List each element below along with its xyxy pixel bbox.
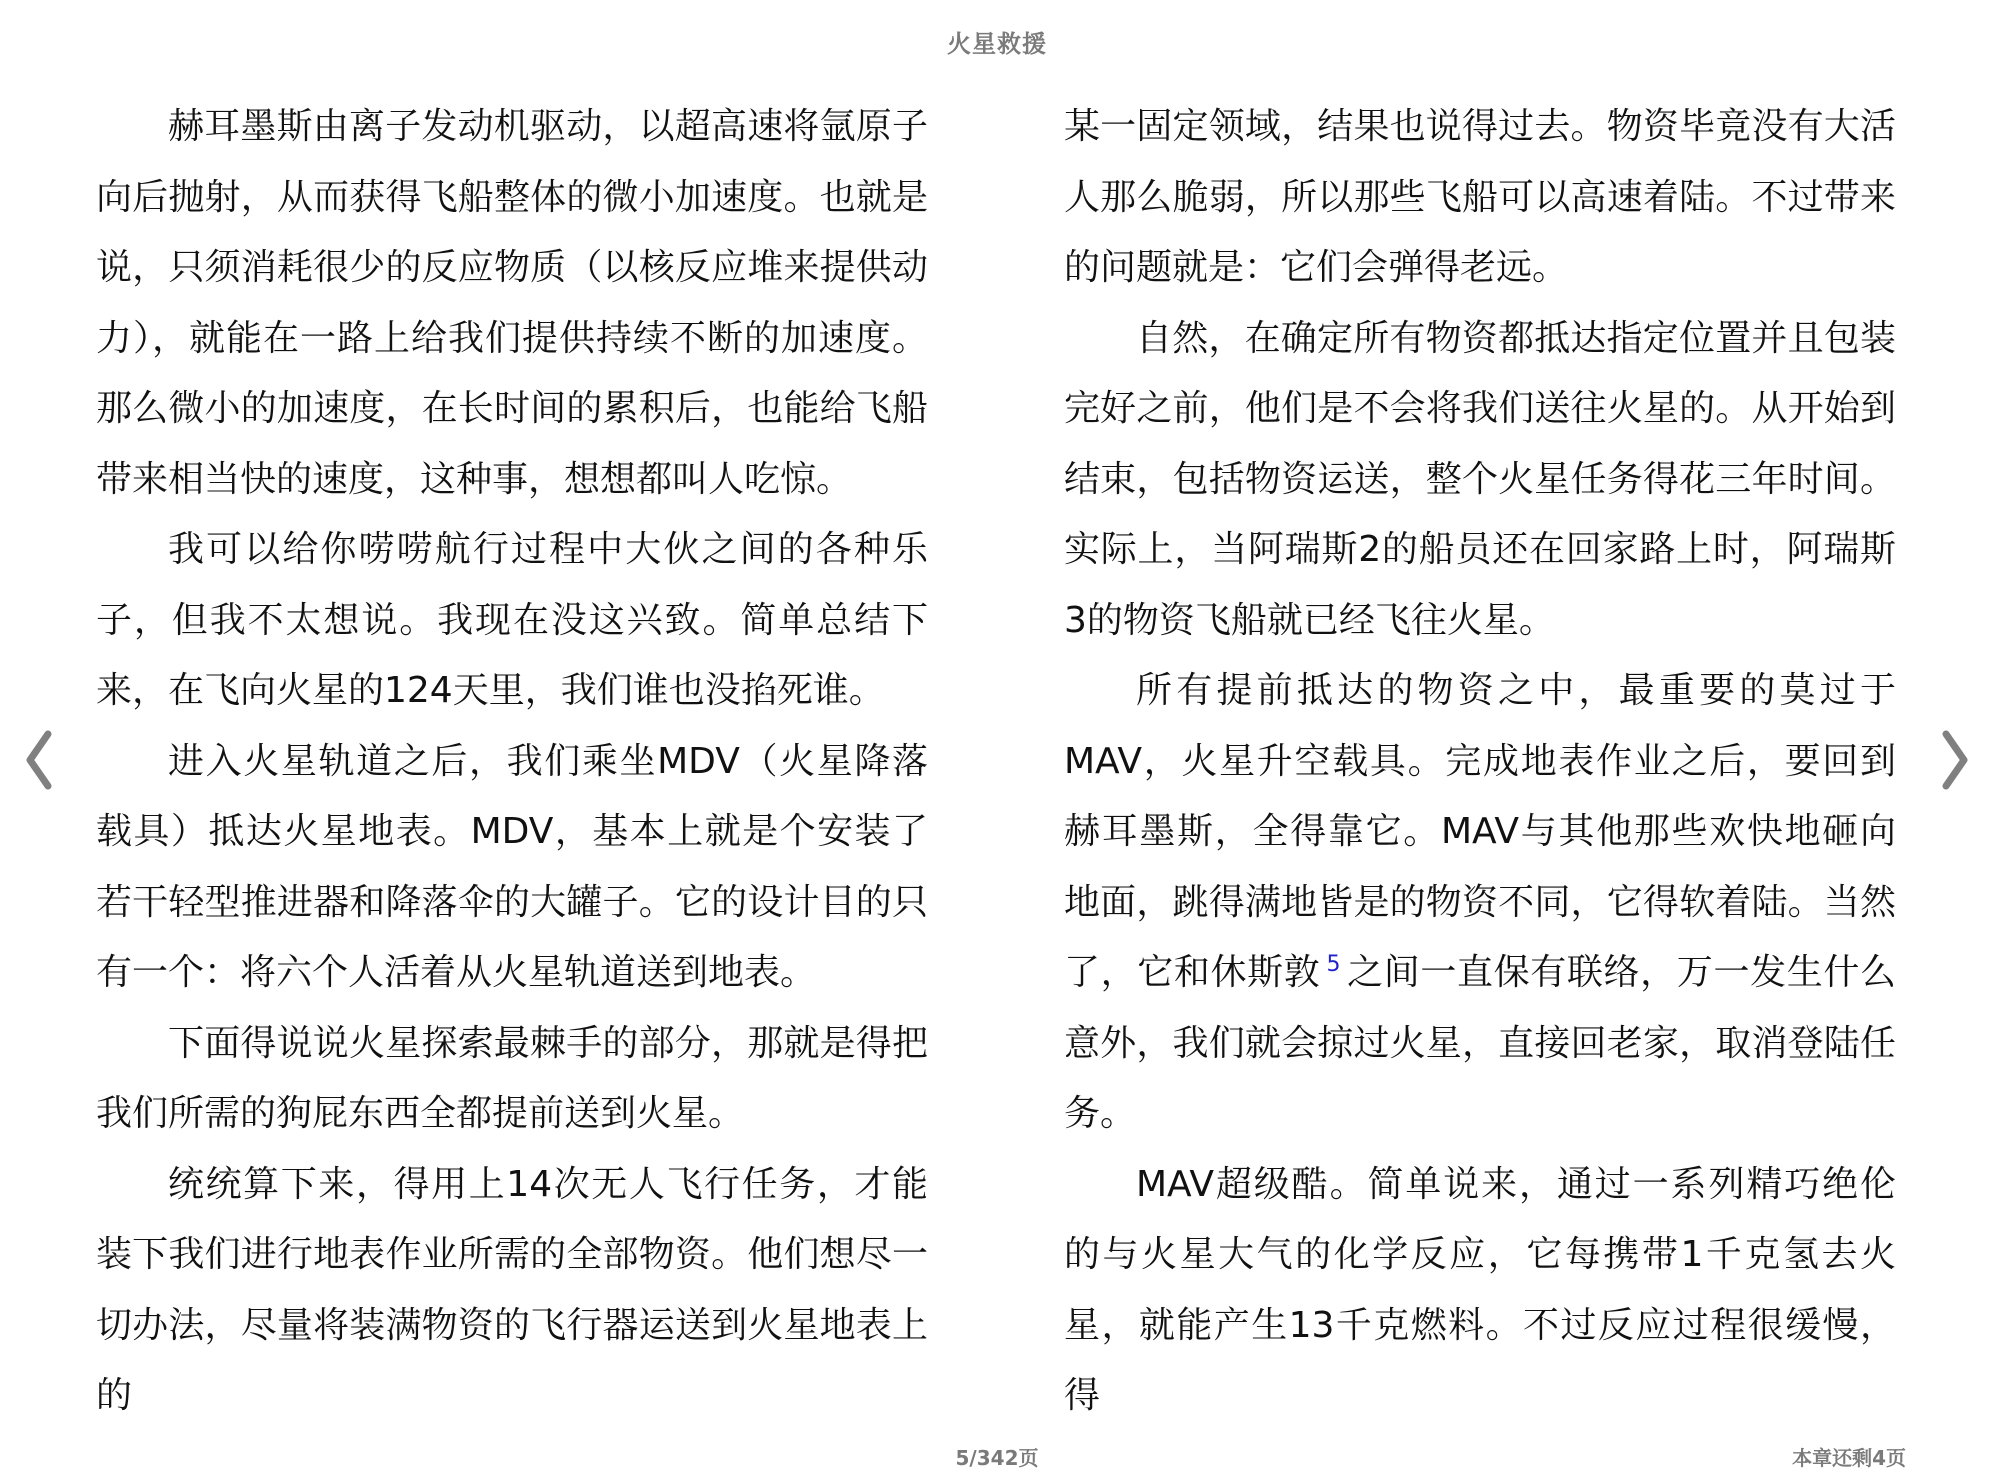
page-indicator: 5/342页 bbox=[955, 1446, 1039, 1470]
paragraph: 进入火星轨道之后，我们乘坐MDV（火星降落载具）抵达火星地表。MDV，基本上就是个安装了若干轻型推进器和降落伞的大罐子。它的设计目的只有一个：将六个人活着从火星轨道送到地表。 bbox=[96, 740, 928, 993]
right-page-column bbox=[1064, 92, 1896, 1432]
paragraph: 赫耳墨斯由离子发动机驱动，以超高速将氩原子向后抛射，从而获得飞船整体的微小加速度。也就是说，只须消耗很少的反应物质（以核反应堆来提供动力），就能在一路上给我们提供持续不断的加速度。那么微小的加速度，在长时间的累积后，也能给飞船带来相当快的速度，这种事，想想都叫人吃惊。 bbox=[96, 106, 928, 500]
footnote-link[interactable]: 5 bbox=[1326, 952, 1341, 977]
left-page-column bbox=[96, 92, 928, 1432]
paragraph-text: 所有提前抵达的物资之中，最重要的莫过于MAV，火星升空载具。完成地表作业之后，要回到赫耳墨斯，全得靠它。MAV与其他那些欢快地砸向地面，跳得满地皆是的物资不同，它得软着陆。当然了，它和休斯敦 bbox=[1064, 670, 1896, 993]
prev-page-button[interactable] bbox=[18, 728, 58, 792]
chevron-left-icon bbox=[18, 728, 58, 792]
book-title: 火星救援 bbox=[947, 30, 1047, 58]
paragraph-text: 之间一直保有联络，万一发生什么意外，我们就会掠过火星，直接回老家，取消登陆任务。 bbox=[1064, 952, 1896, 1134]
paragraph: 我可以给你唠唠航行过程中大伙之间的各种乐子，但我不太想说。我现在没这兴致。简单总结下来，在飞向火星的124天里，我们谁也没掐死谁。 bbox=[96, 529, 928, 711]
chevron-right-icon bbox=[1936, 728, 1976, 792]
paragraph-with-footnote bbox=[1064, 656, 1896, 1150]
paragraph: 统统算下来，得用上14次无人飞行任务，才能装下我们进行地表作业所需的全部物资。他们想尽一切办法，尽量将装满物资的飞行器运送到火星地表上的 bbox=[96, 1163, 928, 1416]
paragraph: 下面得说说火星探索最棘手的部分，那就是得把我们所需的狗屁东西全都提前送到火星。 bbox=[96, 1022, 928, 1134]
paragraph: 自然，在确定所有物资都抵达指定位置并且包装完好之前，他们是不会将我们送往火星的。从开始到结束，包括物资运送，整个火星任务得花三年时间。实际上，当阿瑞斯2的船员还在回家路上时，阿瑞斯3的物资飞船就已经飞往火星。 bbox=[1064, 317, 1896, 641]
paragraph: 某一固定领域，结果也说得过去。物资毕竟没有大活人那么脆弱，所以那些飞船可以高速着陆。不过带来的问题就是：它们会弹得老远。 bbox=[1064, 106, 1896, 288]
paragraph: MAV超级酷。简单说来，通过一系列精巧绝伦的与火星大气的化学反应，它每携带1千克氢去火星，就能产生13千克燃料。不过反应过程很缓慢，得 bbox=[1064, 1163, 1896, 1416]
next-page-button[interactable] bbox=[1936, 728, 1976, 792]
chapter-pages-remaining: 本章还剩4页 bbox=[1792, 1446, 1906, 1470]
